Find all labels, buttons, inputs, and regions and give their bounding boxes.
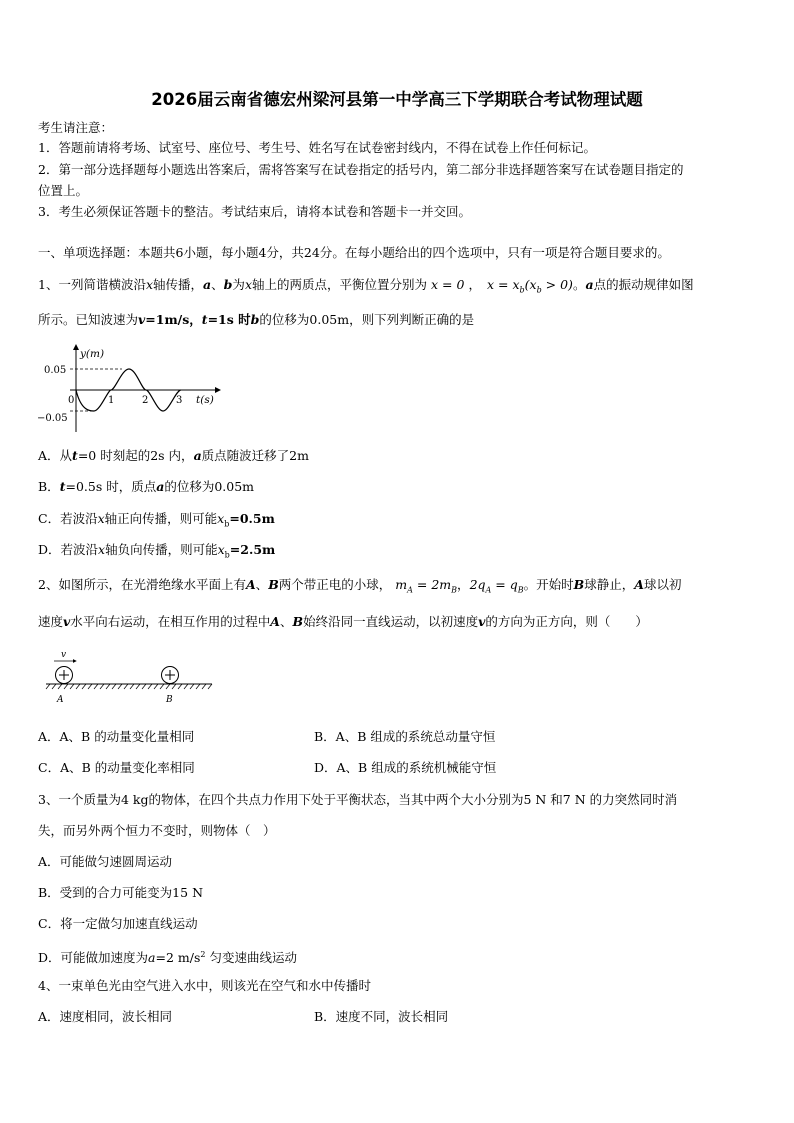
q4-stem: 4、一束单色光由空气进入水中，则该光在空气和水中传播时	[38, 978, 371, 993]
section-heading: 一、单项选择题：本题共6小题，每小题4分，共24分。在每小题给出的四个选项中，只有一项是符合题目要求的。	[38, 245, 670, 260]
graph-ylabel: y(m)	[80, 348, 105, 360]
q1-option-a: A．从t=0 时刻起的2s 内，a质点随波迁移了2m	[38, 448, 309, 463]
graph-ytick: 0.05	[44, 365, 67, 376]
q1-option-c: C．若波沿x轴正向传播，则可能$x_b=0.5m$	[38, 511, 275, 529]
q2-option-a: A．A、B 的动量变化量相同	[38, 729, 195, 744]
q3-option-c: C．将一定做匀加速直线运动	[38, 916, 198, 931]
q3-option-d: D．可能做加速度为a=2 $m/s^2$ 匀变速曲线运动	[38, 950, 297, 966]
q2-option-c: C．A、B 的动量变化率相同	[38, 760, 195, 775]
graph-xtick: 0	[68, 395, 75, 406]
notice-item: 位置上。	[38, 183, 89, 198]
q2-option-b: B．A、B 组成的系统总动量守恒	[314, 729, 496, 744]
q2-stem-line2: 速度v水平向右运动，在相互作用的过程中A、B始终沿同一直线运动，以初速度v的方向为正方向，则（ ）	[38, 614, 648, 629]
q3-option-b: B．受到的合力可能变为15 N	[38, 885, 204, 900]
q2-two-balls-figure	[40, 648, 220, 708]
notice-item: 1．答题前请将考场、试室号、座位号、考生号、姓名写在试卷密封线内，不得在试卷上作任何标记。	[38, 140, 596, 155]
ball-a	[56, 667, 73, 684]
notice-item: 2．第一部分选择题每小题选出答案后，需将答案写在试卷指定的括号内，第二部分非选择题答案写在试卷题目指定的	[38, 162, 684, 177]
ball-a-label: A	[57, 695, 64, 705]
q1-option-d: D．若波沿x轴负向传播，则可能$x_b=2.5m$	[38, 542, 276, 560]
page-title: 2026届云南省德宏州梁河县第一中学高三下学期联合考试物理试题	[151, 90, 643, 109]
graph-xtick: 3	[176, 395, 183, 406]
q1-vibration-graph	[30, 340, 230, 435]
notice-item: 3．考生必须保证答题卡的整洁。考试结束后，请将本试卷和答题卡一并交回。	[38, 204, 471, 219]
q4-option-b: B．速度不同，波长相同	[314, 1009, 449, 1024]
q1-stem-line2: 所示。已知波速为v=1m/s，t=1s 时b的位移为0.05m，则下列判断正确的是	[38, 312, 475, 327]
q1-option-b: B．t=0.5s 时，质点a的位移为0.05m	[38, 479, 255, 494]
q1-stem-line1: 1、一列简谐横波沿x轴传播，a、b为x轴上的两质点，平衡位置分别为 x = 0 ， $x = x_b(x_b > 0)$。a点的振动规律如图	[38, 277, 694, 295]
ball-b-label: B	[166, 695, 173, 705]
velocity-label: v	[61, 650, 67, 660]
notice-heading: 考生请注意：	[38, 120, 114, 135]
graph-xlabel: t(s)	[196, 394, 214, 406]
q2-option-d: D．A、B 组成的系统机械能守恒	[314, 760, 497, 775]
ball-b	[162, 667, 179, 684]
graph-xtick: 2	[142, 395, 149, 406]
graph-ytick: −0.05	[37, 413, 68, 424]
q3-option-a: A．可能做匀速圆周运动	[38, 854, 173, 869]
q2-stem-line1: 2、如图所示，在光滑绝缘水平面上有A、B两个带正电的小球， $m_A = 2m_B$，$2q_A = q_B$。开始时B球静止，A球以初	[38, 577, 682, 595]
ground-hatch	[46, 684, 212, 689]
q4-option-a: A．速度相同，波长相同	[38, 1009, 173, 1024]
q3-stem-line2: 失，而另外两个恒力不变时，则物体（ ）	[38, 823, 276, 838]
q3-stem-line1: 3、一个质量为4 kg的物体，在四个共点力作用下处于平衡状态，当其中两个大小分别为5 N 和7 N 的力突然同时消	[38, 792, 678, 807]
graph-xtick: 1	[108, 395, 115, 406]
